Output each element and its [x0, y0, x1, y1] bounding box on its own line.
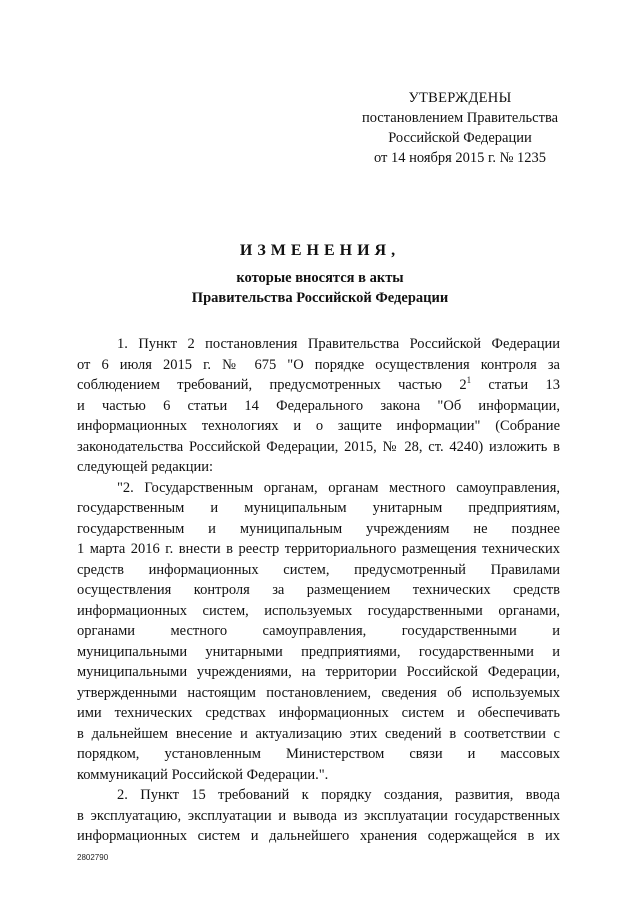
- approval-line: постановлением Правительства: [361, 110, 559, 126]
- body-line: государственным и муниципальным учреждениям не позднее: [77, 520, 560, 537]
- body-line-part: соблюдением требований, предусмотренных частью 2: [77, 377, 467, 393]
- approval-line: Российской Федерации: [388, 130, 532, 146]
- body-line: в эксплуатацию, эксплуатации и вывода из эксплуатации государственных: [77, 807, 560, 824]
- body-line: информационных систем и дальнейшего хранения содержащейся в их: [77, 828, 560, 844]
- heading-subtitle: которые вносятся в акты: [236, 270, 404, 286]
- body-line: 1 марта 2016 г. внести в реестр территориального размещения технических: [77, 541, 560, 557]
- body-line: муниципальными унитарными предприятиями, государственными и: [77, 643, 560, 660]
- body-line: и частью 6 статьи 14 Федерального закона "Об информации,: [77, 397, 560, 414]
- document-heading: [0, 240, 640, 308]
- body-line: органами местного самоуправления, государственными и: [77, 623, 560, 639]
- document-number: 2802790: [77, 853, 109, 862]
- body-line: средств информационных систем, предусмотренный Правилами: [77, 561, 560, 578]
- footnote-superscript: 1: [466, 375, 472, 385]
- body-line: коммуникаций Российской Федерации.".: [77, 766, 329, 783]
- body-line: ими технических средствах информационных систем и обеспечивать: [77, 705, 560, 721]
- approval-title: УТВЕРЖДЕНЫ: [408, 90, 512, 106]
- body-line: информационных технологиях и о защите информации" (Собрание: [77, 418, 560, 434]
- body-line: следующей редакции:: [77, 459, 214, 475]
- body-line: утвержденными настоящим постановлением, сведения об используемых: [77, 684, 560, 701]
- body-line-part: статьи 13: [471, 377, 560, 393]
- body-line: "2. Государственным органам, органам местного самоуправления,: [117, 479, 560, 496]
- body-line: в дальнейшем внесение и актуализацию этих сведений в соответствии с: [77, 725, 560, 742]
- body-line: 2. Пункт 15 требований к порядку создания, развития, ввода: [117, 787, 560, 803]
- body-line: государственным и муниципальным унитарным предприятиям,: [77, 500, 560, 516]
- body-line: информационных систем, используемых государственными органами,: [77, 602, 560, 619]
- body-line: законодательства Российской Федерации, 2015, № 28, ст. 4240) изложить в: [77, 438, 560, 455]
- body-line: муниципальными учреждениями, на территории Российской Федерации,: [77, 664, 560, 680]
- approval-stamp: [330, 88, 590, 168]
- document-body: [77, 334, 560, 847]
- heading-title: ИЗМЕНЕНИЯ,: [239, 242, 401, 259]
- approval-date-line: от 14 ноября 2015 г. № 1235: [373, 150, 547, 166]
- body-line: порядком, установленным Министерством связи и массовых: [77, 746, 560, 762]
- body-line: осуществления контроля за размещением технических средств: [77, 582, 560, 598]
- heading-subtitle: Правительства Российской Федерации: [191, 290, 449, 306]
- body-line: от 6 июля 2015 г. № 675 "О порядке осуществления контроля за: [77, 356, 560, 373]
- body-line: 1. Пункт 2 постановления Правительства Российской Федерации: [117, 336, 560, 352]
- body-line: [77, 375, 560, 396]
